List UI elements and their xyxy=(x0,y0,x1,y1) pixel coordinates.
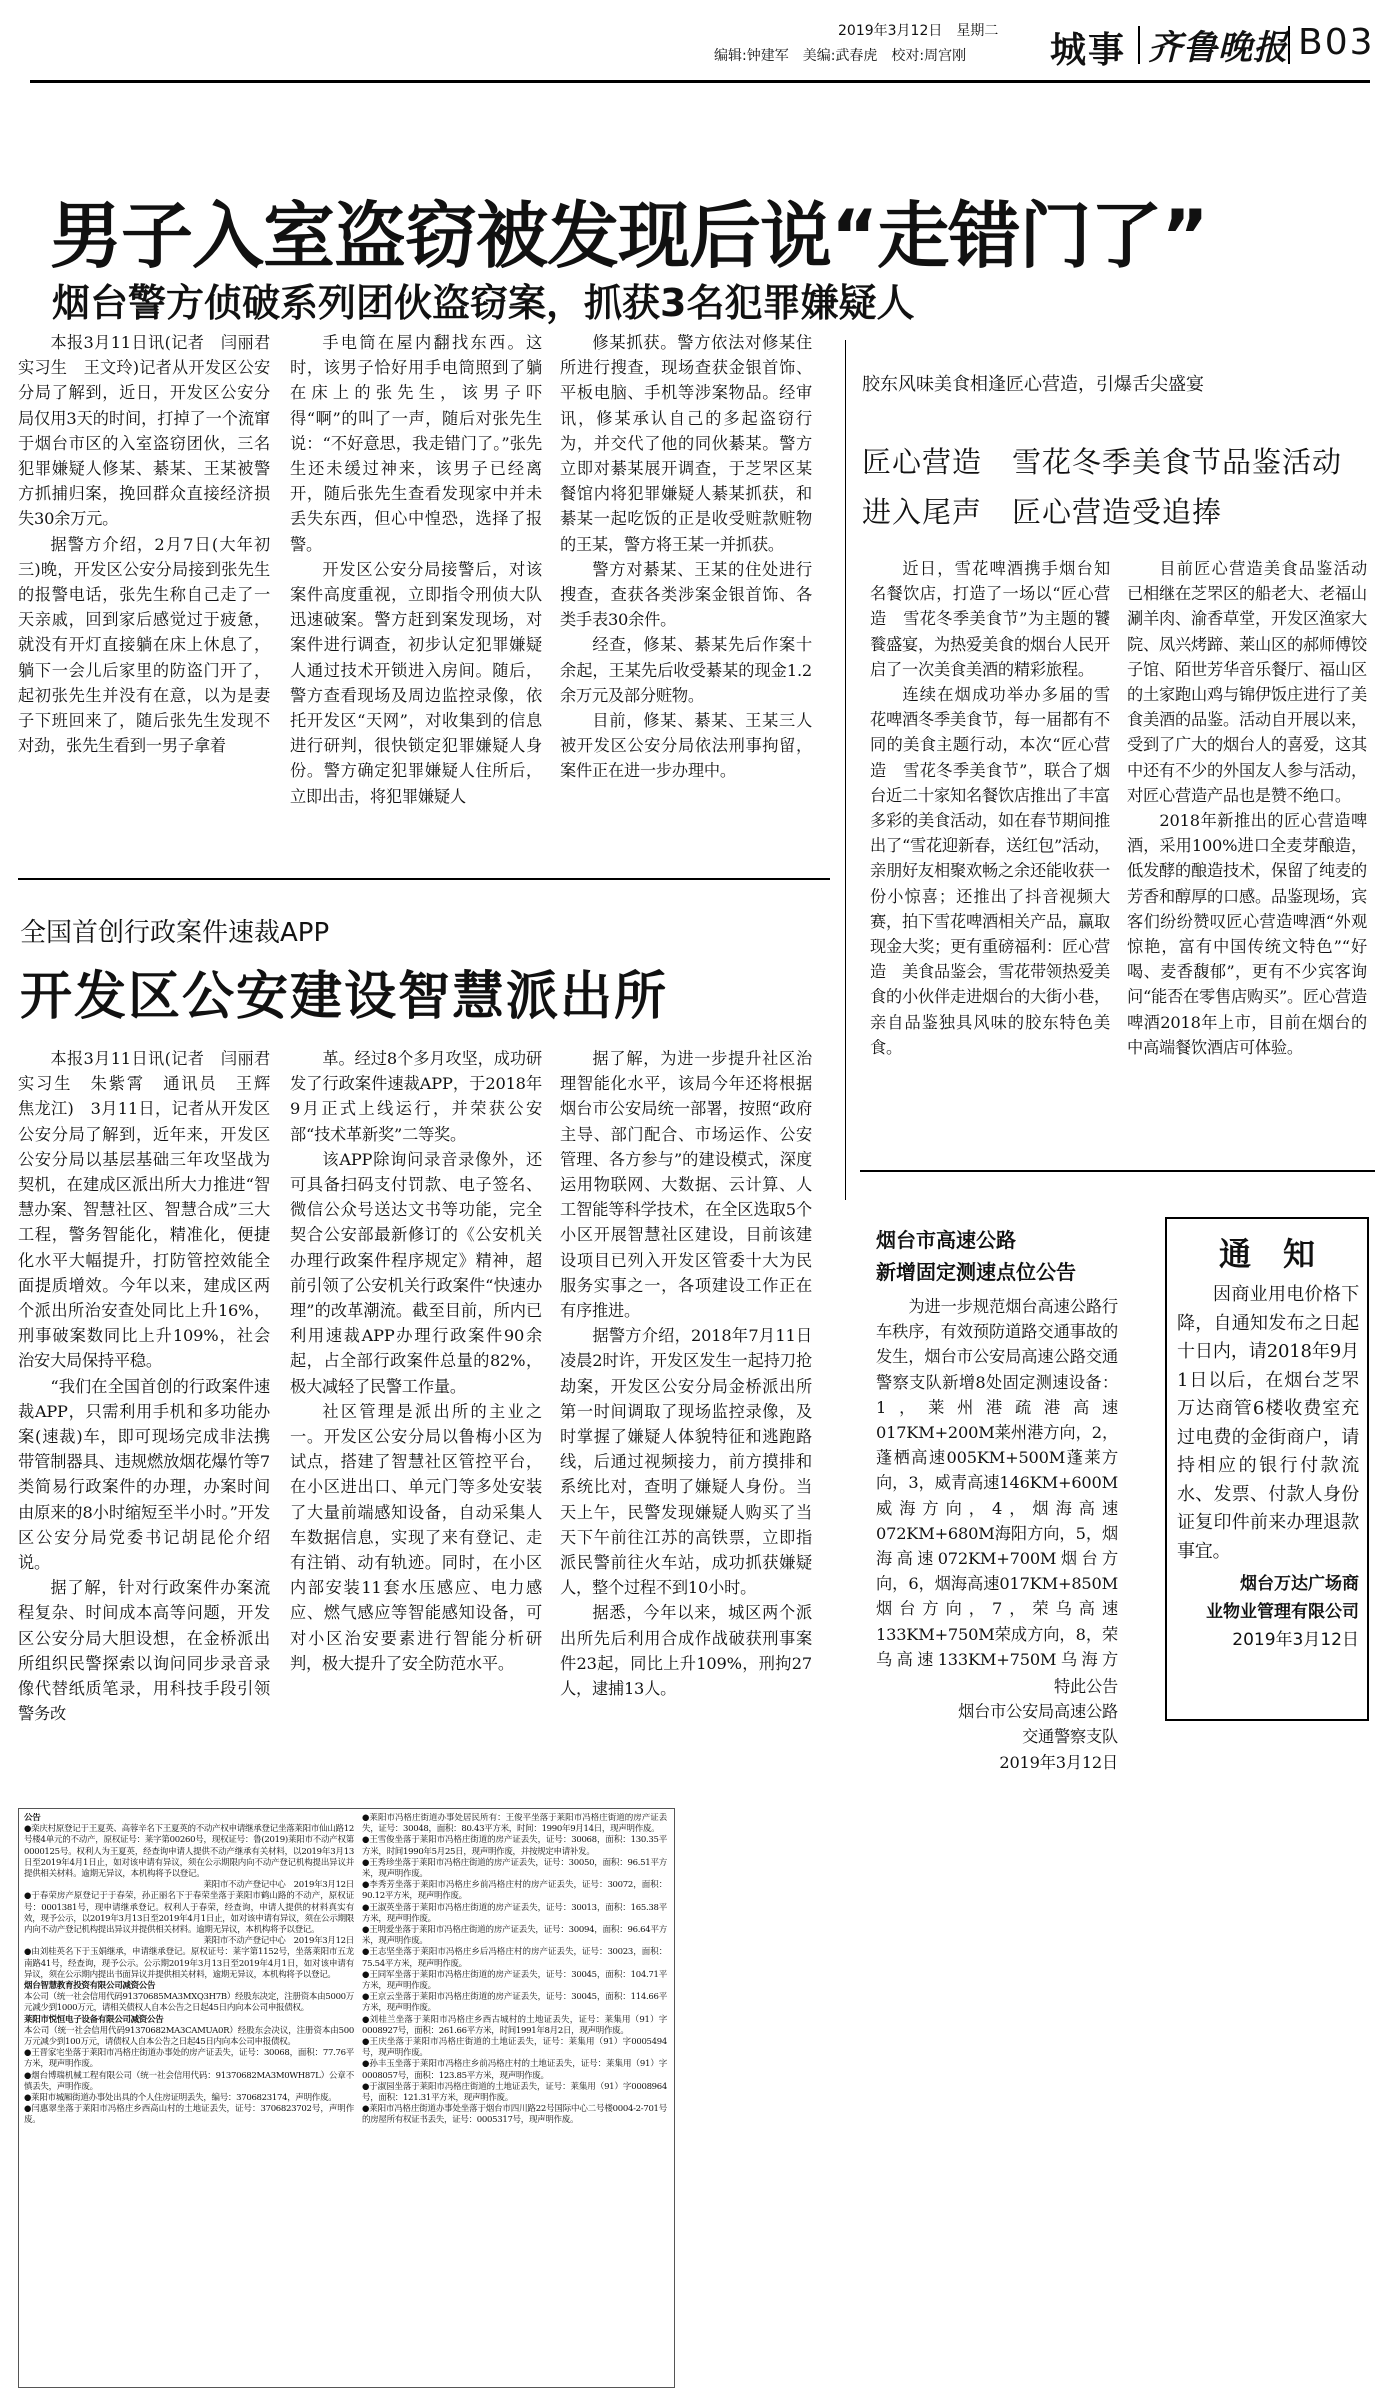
app-story-column-1 xyxy=(18,1046,270,1792)
classified-item: ●闫惠翠坐落于莱阳市冯格庄乡西高山村的土地证丢失，证号：3706823702号，声明作废。 xyxy=(24,2104,354,2126)
paragraph: 据了解，为进一步提升社区治理智能化水平，该局今年还将根据烟台市公安局统一部署，按照“政府主导、部门配合、市场运作、公安管理、各方参与”的建设模式，深度运用物联网、大数据、云计算、人工智能等科学技术，在全区选取5个小区开展智慧社区建设，目前该建设项目已列入开发区管委十大为民服务实事之一，各项建设工作正在有序推进。 xyxy=(560,1049,812,1321)
classified-item: ●于春荣房产原登记于于春荣，孙正丽名下于春荣坐落于莱阳市鹤山路的不动产，原权证号：0001381号，现申请继承登记。权利人于春荣，经查询，申请人提供的材料真实有效，现予公示，以2019年3月13日至2019年4月1日止，如对该申请有异议，须在公示期限内向不动产登记机构提出异议并提供相关材料。逾期无异议，本机构将予以登记。 xyxy=(24,1891,354,1936)
classified-item: ●烟台博瑞机械工程有限公司（统一社会信用代码：91370682MA3M0WH87L）公章不慎丢失，声明作废。 xyxy=(24,2070,354,2092)
food-story-kicker: 胶东风味美食相逢匠心营造，引爆舌尖盛宴 xyxy=(862,374,1204,395)
app-story-headline: 开发区公安建设智慧派出所 xyxy=(20,967,669,1027)
paragraph: 该APP除询问录音录像外，还可具备扫码支付罚款、电子签名、微信公众号送达文书等功能，完全契合公安部最新修订的《公安机关办理行政案件程序规定》精神，超前引领了公安机关行政案件“快速办理”的改革潮流。截至目前，所内已利用速裁APP办理行政案件90余起，占全部行政案件总量的82%，极大减轻了民警工作量。 xyxy=(290,1149,542,1396)
food-story-divider xyxy=(860,1170,1375,1172)
paragraph: 革。经过8个多月攻坚，成功研发了行政案件速裁APP，于2018年9月正式上线运行，并荣获公安部“技术革新奖”二等奖。 xyxy=(290,1049,542,1144)
app-story-column-3 xyxy=(560,1046,812,1792)
page-number: B03 xyxy=(1298,22,1375,63)
highway-notice-body xyxy=(876,1294,1118,1674)
classified-item: 烟台智慧教育投资有限公司减资公告 xyxy=(24,1981,156,1992)
story-divider xyxy=(18,878,830,880)
classified-item: ●由刘桂英名下于玉娟继承，申请继承登记。原权证号：莱字第1152号，坐落莱阳市五龙南路41号，经查询，现予公示。公示期2019年3月13日至2019年4月1日，如对该申请有异议，须在公示期内提出书面异议并提供相关材料，逾期无异议，本机构将予以登记。 xyxy=(24,1947,354,1980)
paragraph: 近日，雪花啤酒携手烟台知名餐饮店，打造了一场以“匠心营造 雪花冬季美食节”为主题的饕餮盛宴，为热爱美食的烟台人民开启了一次美食美酒的精彩旅程。 xyxy=(870,559,1110,679)
classified-item: 本公司（统一社会信用代码91370682MA3CAMUA0R）经股东会决议，注册资本由500万元减少到100万元，请债权人自本公告之日起45日内向本公司申报债权。 xyxy=(24,2025,354,2048)
paragraph: 本报3月11日讯(记者 闫丽君 实习生 朱紫霄 通讯员 王辉 焦龙江) 3月11日，记者从开发区公安分局了解到，近年来，开发区公安分局以基层基础三年攻坚战为契机，在建成区派出所大力推进“智慧办案、智慧社区、智慧合成”三大工程，警务智能化，精准化，便捷化水平大幅提升，打防管控效能全面提质增效。今年以来，建成区两个派出所治安查处同比上升16%，刑事破案数同比上升109%，社会治安大局保持平稳。 xyxy=(18,1049,270,1371)
paragraph: 经查，修某、綦某先后作案十余起，王某先后收受綦某的现金1.2余万元及部分赃物。 xyxy=(560,635,812,705)
tongzhi-signature xyxy=(1167,1566,1367,1654)
signature-line: 业物业管理有限公司 xyxy=(1206,1602,1359,1622)
highway-notice-title-2: 新增固定测速点位公告 xyxy=(876,1260,1076,1284)
paragraph: 据警方介绍，2月7日(大年初三)晚，开发区公安分局接到张先生的报警电话，张先生称自己走了一天亲戚，回到家后感觉过于疲惫，就没有开灯直接躺在床上休息了，躺下一会儿后家里的防盗门开了，起初张先生并没有在意，以为是妻子下班回来了，随后张先生发现不对劲，张先生看到一男子拿着 xyxy=(18,534,270,756)
classified-item: 本公司（统一社会信用代码91370685MA3MXQ3H7B）经股东决定，注册资本由5000万元减少到1000万元，请相关债权人自本公告之日起45日内向本公司申报债权。 xyxy=(24,1992,354,2014)
classified-item: ●王庆坐落于莱阳市冯格庄街道的土地证丢失，证号：莱集用（91）字0005494号，现声明作废。 xyxy=(362,2037,667,2059)
classified-item: ●王京云坐落于莱阳市冯格庄街道的房产证丢失，证号：30045，面积：114.66平方米，现声明作废。 xyxy=(362,1992,667,2014)
paragraph: 目前，修某、綦某、王某三人被开发区公安分局依法刑事拘留，案件正在进一步办理中。 xyxy=(560,711,812,781)
food-story-headline-2: 进入尾声 匠心营造受追捧 xyxy=(862,495,1223,529)
paragraph: 开发区公安分局接警后，对该案件高度重视，立即指令刑侦大队迅速破案。警方赶到案发现场，对案件进行调查，初步认定犯罪嫌疑人通过技术开锁进入房间。随后，警方查看现场及周边监控录像，依托开发区“天网”，对收集到的信息进行研判，很快锁定犯罪嫌疑人身份。警方确定犯罪嫌疑人住所后，立即出击，将犯罪嫌疑人 xyxy=(290,559,542,806)
signature-date: 2019年3月12日 xyxy=(999,1752,1118,1772)
app-story-kicker: 全国首创行政案件速裁APP xyxy=(20,918,330,948)
classified-item: 公告 xyxy=(24,1813,41,1823)
classified-item: 莱阳市不动产登记中心 2019年3月12日 xyxy=(203,1880,354,1891)
classifieds-column-left xyxy=(24,1813,354,2383)
classified-item: ●王明爱坐落于莱阳市冯格庄街道的房产证丢失，证号：30094，面积：96.64平方米，现声明作废。 xyxy=(362,1925,667,1947)
app-story-column-2 xyxy=(290,1046,542,1792)
paragraph: 目前匠心营造美食品鉴活动已相继在芝罘区的船老大、老福山涮羊肉、渝香草堂，开发区渔家大院、凤兴烤蹄、莱山区的郝师傅饺子馆、陌世芳华音乐餐厅、福山区的土家跑山鸡与锦伊饭庄进行了美食美酒的品鉴。活动自开展以来，受到了广大的烟台人的喜爱，这其中还有不少的外国友人参与活动，对匠心营造产品也是赞不绝口。 xyxy=(1127,559,1367,805)
signature-line: 特此公告 xyxy=(1054,1677,1118,1696)
header-divider-2 xyxy=(1288,26,1290,64)
classified-item: ●莱阳市冯格庄街道办事处居民所有：王俊平坐落于莱阳市冯格庄街道的房产证丢失，证号：30048，面积：80.43平方米，时间：1990年9月14日，现声明作废。 xyxy=(362,1813,667,1835)
signature-date: 2019年3月12日 xyxy=(1232,1630,1359,1650)
paragraph: “我们在全国首创的行政案件速裁APP，只需利用手机和多功能办案(速裁)车，即可现场完成非法携带管制器具、违规燃放烟花爆竹等7类简易行政案件的办理，办案时间由原来的8小时缩短至半小时。”开发区公安分局党委书记胡昆伦介绍说。 xyxy=(18,1376,270,1573)
food-story-column-2 xyxy=(1127,556,1367,1156)
classified-item: ●孙丰玉坐落于莱阳市冯格庄乡前冯格庄村的土地证丢失，证号：莱集用（91）字0008057号，面积：123.85平方米，现声明作废。 xyxy=(362,2059,667,2081)
classified-item: ●栾庆村原登记于王夏英、高蓉辛名下王夏英的不动产权申请继承登记坐落莱阳市仙山路12号楼4单元的不动产，原权证号：莱字第00260号，现权证号：鲁(2019)莱阳市不动产权第0000125号。权利人为王夏英，经查询申请人提供不动产继承有关材料，以2019年3月13日至2019年4月1日止，如对该申请有异议，须在公示期限内向不动产登记机构提出异议并提供相关材料。逾期无异议，本机构将予以登记。 xyxy=(24,1824,354,1880)
paragraph: 据了解，针对行政案件办案流程复杂、时间成本高等问题，开发区公安分局大胆设想，在金桥派出所组织民警探索以询问同步录音录像代替纸质笔录，用科技手段引领警务改 xyxy=(18,1578,270,1724)
highway-notice-signature xyxy=(876,1674,1118,1775)
main-subheadline: 烟台警方侦破系列团伙盗窃案，抓获3名犯罪嫌疑人 xyxy=(52,281,915,325)
tongzhi-body-wrap xyxy=(1167,1275,1367,1566)
food-story-column-1 xyxy=(870,556,1110,1156)
classified-item: ●王晋家宅坐落于莱阳市冯格庄街道办事处的房产证丢失，证号：30068，面积：77.76平方米，现声明作废。 xyxy=(24,2048,354,2070)
classified-item: ●王淑英坐落于莱阳市冯格庄街道的房产证丢失，证号：30013，面积：165.38平方米，现声明作废。 xyxy=(362,1902,667,1924)
classified-item: ●刘桂兰坐落于莱阳市冯格庄乡西古城村的土地证丢失，证号：莱集用（91）字0008927号，面积：261.66平方米，时间1991年8月2日，现声明作废。 xyxy=(362,2014,667,2036)
signature-line: 烟台万达广场商 xyxy=(1240,1574,1359,1594)
section-name: 城事 xyxy=(1050,30,1127,71)
signature-line: 烟台市公安局高速公路 xyxy=(958,1702,1118,1722)
paragraph: 2018年新推出的匠心营造啤酒，采用100%进口全麦芽酿造，低发酵的酿造技术，保留了纯麦的芳香和醇厚的口感。品鉴现场，宾客们纷纷赞叹匠心营造啤酒“外观惊艳，富有中国传统文特色”“好喝、麦香馥郁”，更有不少宾客询问“能否在零售店购买”。匠心营造啤酒2018年上市，目前在烟台的中高端餐饮酒店可体验。 xyxy=(1127,811,1367,1057)
tongzhi-notice-box xyxy=(1165,1217,1369,1721)
main-headline: 男子入室盗窃被发现后说“走错门了” xyxy=(50,194,1208,278)
classified-item: ●莱阳市城厢街道办事处出具的个人住房证明丢失，编号：3706823174，声明作废。 xyxy=(24,2093,337,2104)
classified-item: ●王雪俊坐落于莱阳市冯格庄街道的房产证丢失，证号：30068，面积：130.35平方米，时间1990年5月25日，现声明作废，并按规定申请补发。 xyxy=(362,1835,667,1857)
main-story-column-1 xyxy=(18,330,270,860)
classified-item: ●王志坚坐落于莱阳市冯格庄乡后冯格庄村的房产证丢失，证号：30023，面积：75.54平方米，现声明作废。 xyxy=(362,1947,667,1969)
header-rule xyxy=(30,80,1370,83)
signature-line: 交通警察支队 xyxy=(1022,1727,1118,1747)
paragraph: 连续在烟成功举办多届的雪花啤酒冬季美食节，每一届都有不同的美食主题行动，本次“匠心营造 雪花冬季美食节”，联合了烟台近二十家知名餐饮店推出了丰富多彩的美食活动，如在春节期间推出了“雪花迎新春，送红包”活动，亲朋好友相聚欢畅之余还能收获一份小惊喜；还推出了抖音视频大赛，拍下雪花啤酒相关产品，赢取现金大奖；更有重磅福利：匠心营造 美食品鉴会，雪花带领热爱美食的小伙伴走进烟台的大街小巷，亲自品鉴独具风味的胶东特色美食。 xyxy=(870,685,1110,1057)
classifieds-box xyxy=(18,1808,675,2388)
classified-item: ●于淑园坐落于莱阳市冯格庄街道的土地证丢失，证号：莱集用（91）字0008964号，面积：121.31平方米，现声明作废。 xyxy=(362,2081,667,2104)
classified-item: 莱阳市悦恒电子设备有限公司减资公告 xyxy=(24,2014,164,2025)
paragraph: 据悉，今年以来，城区两个派出所先后利用合成作战破获刑事案件23起，同比上升109%，刑拘27人，逮捕13人。 xyxy=(560,1603,812,1699)
food-story-headline-1: 匠心营造 雪花冬季美食节品鉴活动 xyxy=(862,445,1343,479)
header-date: 2019年3月12日 星期二 xyxy=(838,23,999,39)
header-staff: 编辑:钟建军 美编:武春虎 校对:周宫刚 xyxy=(714,48,967,64)
classified-item: ●李秀芳坐落于莱阳市冯格庄乡前冯格庄村的房产证丢失，证号：30072，面积：90.12平方米，现声明作废。 xyxy=(362,1880,667,1902)
paragraph: 社区管理是派出所的主业之一。开发区公安分局以鲁梅小区为试点，搭建了智慧社区管控平台，在小区进出口、单元门等多处安装了大量前端感知设备，自动采集人车数据信息，实现了来有登记、走有注销、动有轨迹。同时，在小区内部安装11套水压感应、电力感应、燃气感应等智能感知设备，可对小区治安要素进行智能分析研判，极大提升了安全防范水平。 xyxy=(290,1401,542,1673)
paragraph: 因商业用电价格下降，自通知发布之日起十日内，请2018年9月1日以后，在烟台芝罘万达商管6楼收费室充过电费的金街商户，请持相应的银行付款流水、发票、付款人身份证复印件前来办理退款事宜。 xyxy=(1177,1284,1359,1562)
header-divider xyxy=(1138,26,1140,64)
paragraph: 修某抓获。警方依法对修某住所进行搜查，现场查获金银首饰、平板电脑、手机等涉案物品。经审讯，修某承认自己的多起盗窃行为，并交代了他的同伙綦某。警方立即对綦某展开调查，于芝罘区某餐馆内将犯罪嫌疑人綦某抓获，和綦某一起吃饭的正是收受赃款赃物的王某，警方将王某一并抓获。 xyxy=(560,333,812,554)
tongzhi-title: 通 知 xyxy=(1218,1235,1315,1273)
classified-item: ●莱阳市冯格庄街道办事处坐落于烟台市四川路22号国际中心二号楼0004-2-701号的房屋所有权证书丢失，证号：0005317号，现声明作废。 xyxy=(362,2104,667,2126)
classified-item: ●王同军坐落于莱阳市冯格庄街道的房产证丢失，证号：30045，面积：104.71平方米，现声明作废。 xyxy=(362,1969,667,1992)
classifieds-column-right xyxy=(362,1813,667,2383)
highway-notice-title-1: 烟台市高速公路 xyxy=(876,1228,1016,1252)
paragraph: 手电筒在屋内翻找东西。这时，该男子恰好用手电筒照到了躺在床上的张先生，该男子吓得“啊”的叫了一声，随后对张先生说：“不好意思，我走错门了。”张先生还未缓过神来，该男子已经离开，随后张先生查看发现家中并未丢失东西，但心中惶恐，选择了报警。 xyxy=(290,333,542,554)
paragraph: 为进一步规范烟台高速公路行车秩序，有效预防道路交通事故的发生，烟台市公安局高速公路交通警察支队新增8处固定测速设备：1，莱州港疏港高速017KM+200M莱州港方向，2，蓬栖高速005KM+500M蓬莱方向，3，威青高速146KM+600M威海方向，4，烟海高速072KM+680M海阳方向，5，烟海高速072KM+700M烟台方向，6，烟海高速017KM+850M烟台方向，7，荣乌高速133KM+750M荣成方向，8，荣乌高速133KM+750M乌海方 xyxy=(876,1297,1118,1669)
main-story-column-2 xyxy=(290,330,542,860)
column-divider xyxy=(845,340,846,1200)
paragraph: 警方对綦某、王某的住处进行搜查，查获各类涉案金银首饰、各类手表30余件。 xyxy=(560,559,812,630)
classified-item: 莱阳市不动产登记中心 2019年3月12日 xyxy=(203,1936,354,1947)
newspaper-logo: 齐鲁晚报 xyxy=(1148,28,1288,68)
main-story-column-3 xyxy=(560,330,812,860)
classified-item: ●王秀珍坐落于莱阳市冯格庄街道的房产证丢失，证号：30050，面积：96.51平方米，现声明作废。 xyxy=(362,1857,667,1880)
paragraph: 本报3月11日讯(记者 闫丽君 实习生 王文玲)记者从开发区公安分局了解到，近日，开发区公安分局仅用3天的时间，打掉了一个流窜于烟台市区的入室盗窃团伙，三名犯罪嫌疑人修某、綦某、王某被警方抓捕归案，挽回群众直接经济损失30余万元。 xyxy=(18,333,270,529)
paragraph: 据警方介绍，2018年7月11日凌晨2时许，开发区发生一起持刀抢劫案，开发区公安分局金桥派出所第一时间调取了现场监控录像，及时掌握了嫌疑人体貌特征和逃跑路线，后通过视频接力，前方摸排和系统比对，查明了嫌疑人身份。当天上午，民警发现嫌疑人购买了当天下午前往江苏的高铁票，立即指派民警前往火车站，成功抓获嫌疑人，整个过程不到10小时。 xyxy=(560,1326,812,1598)
